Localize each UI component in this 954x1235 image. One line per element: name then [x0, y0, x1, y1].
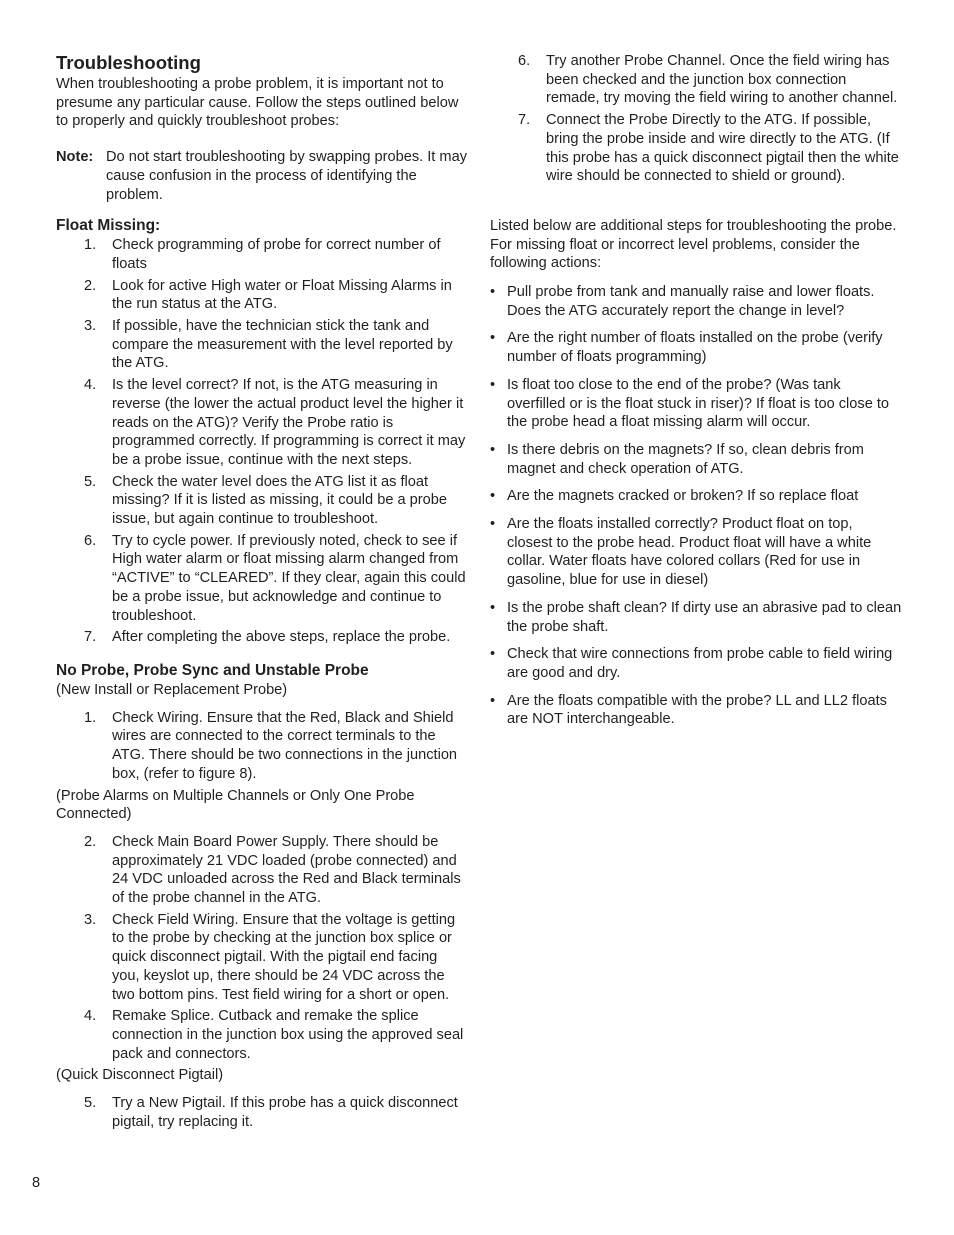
list-item-text: Try to cycle power. If previously noted, check to see if High water alarm or float missing alarm changed from “ACTIVE” to “CLEARED”. If they clear, again this could be a probe issue, but acknowledge and continue to troubleshoot.: [112, 532, 466, 624]
list-item-text: Connect the Probe Directly to the ATG. If possible, bring the probe inside and wire directly to the ATG. (If this probe has a quick disconnect pigtail then the white wire should be connected to shield or ground).: [546, 112, 899, 185]
note-label: Note:: [56, 149, 94, 166]
list-item-number: 3.: [84, 911, 97, 928]
list-item: [490, 111, 902, 186]
bullet-icon: •: [490, 488, 496, 505]
bullet-icon: •: [490, 330, 496, 347]
list-item-number: 1.: [84, 709, 97, 726]
bullet-item: [490, 515, 902, 590]
note-block: [56, 148, 468, 204]
probe-steps-list-continued: [490, 52, 902, 186]
section-title: Troubleshooting: [56, 52, 201, 73]
list-item-text: Check programming of probe for correct number of floats: [112, 237, 441, 272]
list-item-number: 6.: [518, 53, 531, 69]
list-item: [56, 709, 468, 784]
list-item: [56, 1094, 468, 1131]
bullet-icon: •: [490, 284, 496, 301]
list-item: [56, 317, 468, 373]
list-item-text: Try another Probe Channel. Once the field wiring has been checked and the junction box connection remade, try moving the field wiring to another channel.: [546, 53, 898, 107]
list-item-text: Check Wiring. Ensure that the Red, Black and Shield wires are connected to the correct terminals to the ATG. There should be two connections in the junction box, (refer to figure 8).: [112, 709, 458, 782]
list-item-text: Is the level correct? If not, is the ATG measuring in reverse (the lower the actual product level the higher it reads on the ATG)? Verify the Probe ratio is programmed correctly. If programming is correct it may be a probe issue, continue with the next steps.: [112, 377, 466, 468]
right-column: [490, 52, 902, 738]
intro-paragraph: When troubleshooting a probe problem, it is important not to presume any particular cause. Follow the steps outlined below to properly and quickly troubleshoot probes:: [56, 76, 459, 130]
list-item-number: 7.: [518, 112, 531, 129]
list-item-number: 2.: [84, 277, 97, 294]
list-item: [56, 277, 468, 314]
list-item-number: 6.: [84, 532, 97, 549]
list-item: [56, 833, 468, 908]
list-item-text: After completing the above steps, replace the probe.: [112, 629, 451, 646]
bullet-icon: •: [490, 599, 496, 616]
no-probe-list-1: [56, 709, 468, 784]
no-probe-subtitle-2: (Probe Alarms on Multiple Channels or Only One Probe Connected): [56, 787, 415, 823]
list-item-text: Look for active High water or Float Missing Alarms in the run status at the ATG.: [112, 277, 452, 313]
bullet-text: Pull probe from tank and manually raise and lower floats. Does the ATG accurately report the change in level?: [507, 284, 875, 319]
list-item: [490, 52, 902, 108]
bullet-text: Are the magnets cracked or broken? If so replace float: [507, 488, 859, 505]
bullet-text: Are the floats installed correctly? Product float on top, closest to the probe head. Product float will have a white collar. Water floats have colored collars (Red for use in gasoline, blue for use in diesel): [507, 516, 872, 589]
list-item: [56, 376, 468, 470]
list-item-text: Check Field Wiring. Ensure that the voltage is getting to the probe by checking at the junction box splice or quick disconnect pigtail. With the pigtail end facing you, keyslot up, there should be 24 VDC across the two bottom pins. Test field wiring for a short or open.: [112, 911, 456, 1003]
no-probe-subtitle-1: (New Install or Replacement Probe): [56, 681, 288, 698]
float-missing-list: [56, 236, 468, 647]
bullet-text: Are the right number of floats installed on the probe (verify number of floats programming): [507, 330, 883, 366]
bullet-text: Is float too close to the end of the probe? (Was tank overfilled or is the float stuck in riser)? If float is too close to the probe head a float missing alarm will occur.: [507, 376, 890, 431]
no-probe-list-3: [56, 1094, 468, 1131]
no-probe-subtitle-3: (Quick Disconnect Pigtail): [56, 1067, 224, 1084]
list-item-text: Check Main Board Power Supply. There should be approximately 21 VDC loaded (probe connected) and 24 VDC unloaded across the Red and Black terminals of the probe channel in the ATG.: [112, 833, 461, 907]
list-item-number: 5.: [84, 1095, 97, 1112]
additional-steps-bullets: [490, 283, 902, 729]
bullet-item: [490, 487, 902, 506]
no-probe-list-2: [56, 833, 468, 1063]
bullet-text: Check that wire connections from probe cable to field wiring are good and dry.: [507, 646, 893, 681]
list-item: [56, 911, 468, 1005]
bullet-icon: •: [490, 516, 496, 533]
bullet-text: Is there debris on the magnets? If so, clean debris from magnet and check operation of ATG.: [507, 441, 864, 477]
list-item-number: 5.: [84, 473, 97, 490]
list-item-number: 2.: [84, 833, 97, 850]
bullet-text: Is the probe shaft clean? If dirty use an abrasive pad to clean the probe shaft.: [507, 599, 902, 635]
list-item-number: 1.: [84, 237, 97, 254]
list-item: [56, 1007, 468, 1063]
list-item-number: 7.: [84, 629, 97, 646]
bullet-icon: •: [490, 692, 496, 709]
bullet-icon: •: [490, 646, 496, 663]
list-item-text: Try a New Pigtail. If this probe has a quick disconnect pigtail, try replacing it.: [112, 1095, 458, 1130]
list-item: [56, 236, 468, 273]
list-item-text: Remake Splice. Cutback and remake the splice connection in the junction box using the approved seal pack and connectors.: [112, 1008, 464, 1062]
list-item-number: 4.: [84, 1008, 97, 1025]
no-probe-heading: No Probe, Probe Sync and Unstable Probe: [56, 661, 369, 679]
additional-steps-intro: Listed below are additional steps for troubleshooting the probe. For missing float or incorrect level problems, consider the following actions:: [490, 217, 897, 272]
bullet-item: [490, 441, 902, 478]
bullet-item: [490, 329, 902, 366]
list-item: [56, 628, 468, 647]
list-item-number: 4.: [84, 377, 97, 394]
list-item-text: Check the water level does the ATG list it as float missing? If it is listed as missing, it could be a probe issue, but again continue to troubleshoot.: [112, 473, 447, 528]
bullet-icon: •: [490, 376, 496, 393]
bullet-item: [490, 599, 902, 636]
float-missing-heading: Float Missing:: [56, 217, 161, 235]
bullet-item: [490, 283, 902, 320]
bullet-item: [490, 692, 902, 729]
list-item: [56, 532, 468, 626]
page-number: 8: [32, 1175, 41, 1191]
list-item-number: 3.: [84, 318, 97, 335]
list-item: [56, 473, 468, 529]
note-text: Do not start troubleshooting by swapping probes. It may cause confusion in the process of identifying the problem.: [106, 149, 467, 203]
left-column: [56, 52, 468, 1134]
list-item-text: If possible, have the technician stick the tank and compare the measurement with the level reported by the ATG.: [112, 318, 453, 372]
bullet-item: [490, 645, 902, 682]
bullet-icon: •: [490, 441, 496, 458]
bullet-item: [490, 376, 902, 432]
bullet-text: Are the floats compatible with the probe? LL and LL2 floats are NOT interchangeable.: [507, 692, 887, 728]
